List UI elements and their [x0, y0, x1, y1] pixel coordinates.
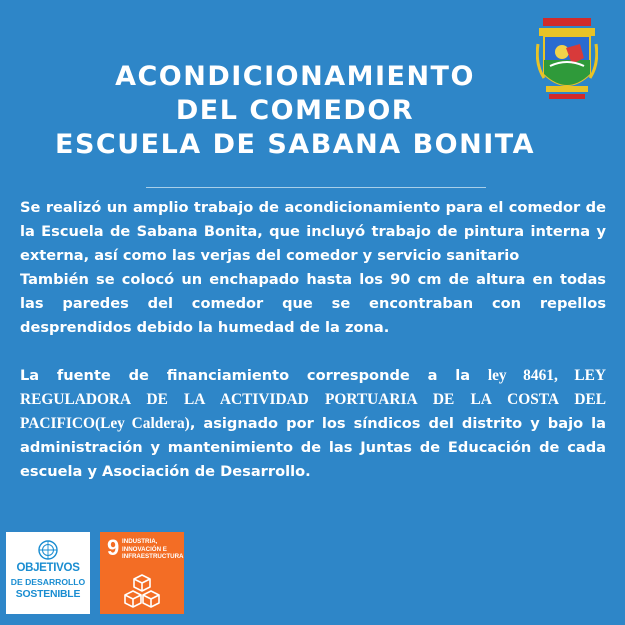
paragraph-3 — [20, 364, 606, 484]
paragraph-3-start: La fuente de financiamiento corresponde a la — [20, 367, 488, 384]
sdg-label-3: INFRAESTRUCTURA — [122, 553, 184, 561]
title-line-1: ACONDICIONAMIENTO — [115, 61, 475, 92]
sdg-number: 9 — [107, 535, 120, 560]
municipal-crest-icon — [536, 14, 598, 104]
title-line-3: ESCUELA DE SABANA BONITA — [55, 129, 535, 160]
paragraph-2: También se colocó un enchapado hasta los 90 cm de altura en todas las paredes del comedor que se encontraban con repellos desprendidos debido la humedad de la zona. — [20, 271, 606, 336]
sdg9-tile — [100, 532, 184, 614]
ods-line-3: SOSTENIBLE — [15, 589, 81, 600]
page-title — [0, 60, 590, 162]
paragraph-3-end: , asignado por los síndicos del distrito y bajo la administración y mantenimiento de las Juntas de Educación de cada escuela y Asociación de Desarrollo. — [20, 415, 606, 480]
ods-line-2: DE DESARROLLO — [10, 577, 86, 587]
title-divider — [146, 187, 486, 188]
un-emblem-icon — [38, 540, 58, 560]
paragraph-1: Se realizó un amplio trabajo de acondicionamiento para el comedor de la Escuela de Sabana Bonita, que incluyó trabajo de pintura interna y externa, así como las verjas del comedor y servicio sanitario — [20, 199, 606, 264]
sdg-label-2: INNOVACIÓN E — [122, 545, 167, 553]
title-line-2: DEL COMEDOR — [175, 95, 415, 126]
sdg9-cubes-icon — [122, 573, 162, 609]
law-reference: ley 8461, LEY REGULADORA DE LA ACTIVIDAD PORTUARIA DE LA COSTA DEL PACIFICO(Ley Caldera) — [20, 367, 606, 432]
ods-logo — [6, 532, 90, 614]
sdg-label — [122, 538, 182, 561]
sdg-label-1: INDUSTRIA, — [122, 538, 158, 545]
body-text — [20, 196, 606, 484]
ods-line-1: OBJETIVOS — [16, 562, 80, 574]
